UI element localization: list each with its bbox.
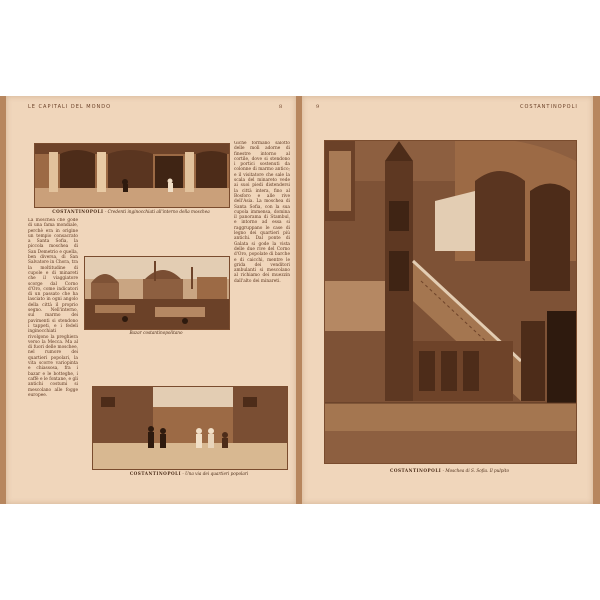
caption-pulpit-text: Moschea di S. Sofia. Il pulpito	[445, 468, 509, 473]
article-text-left-column	[28, 218, 78, 480]
bazaar-panorama-illustration	[85, 257, 229, 329]
photo-hagia-sophia-pulpit	[324, 140, 577, 464]
caption-pulpit-city: COSTANTINOPOLI	[390, 468, 442, 473]
popular-street-illustration	[93, 387, 287, 469]
caption-mosque-interior-text: Credenti inginocchiati all'interno della moschea	[107, 209, 210, 214]
photo-popular-street	[92, 386, 288, 470]
photo-bazaar-panorama	[84, 256, 230, 330]
caption-popular-street-text: Una via dei quartieri popolari	[185, 471, 249, 476]
caption-mosque-interior: COSTANTINOPOLI - Credenti inginocchiati all'interno della moschea	[52, 209, 210, 214]
caption-popular-street: COSTANTINOPOLI - Una via dei quartieri popolari	[129, 471, 249, 476]
page-number-right: 9	[316, 104, 320, 110]
running-head-left: LE CAPITALI DEL MONDO	[28, 104, 112, 110]
article-text-right-column	[234, 141, 290, 379]
hagia-sophia-pulpit-illustration	[325, 141, 576, 463]
caption-pulpit: COSTANTINOPOLI - Moschea di S. Sofia. Il pulpito	[390, 468, 509, 473]
article-paragraph-left: La moschea che gode di una fama mondiale, perchè era in origine un tempio consacrato a Santa Sofia, la piccola moschea di San Demetrio e quella, ben diversa, di San Salvatore in Chora, tra la moltitudine di cupole e di minareti che il viaggiatore scorge dal Corno d'Oro, come indicatori di un passato che ha lasciato in ogni angolo della città il proprio segno. Nell'interno, sul marmo dei pavimenti si stendono i tappeti, e i fedeli inginocchiati rivolgono la preghiera verso la Mecca. Ma al di fuori delle moschee, nel rumore dei quartieri popolari, la vita scorre variopinta e chiassosa, fra i bazar e le botteghe, i caffè e le fontane, e gli antichi costumi si mescolano alle fogge europee.	[28, 218, 78, 398]
right-page	[302, 96, 593, 504]
left-page	[6, 96, 296, 504]
caption-bazaar-panorama: Bazar costantinopolitano	[129, 330, 183, 335]
magazine-spread	[0, 96, 600, 504]
photo-mosque-interior	[34, 143, 230, 208]
running-head-right: COSTANTINOPOLI	[520, 104, 578, 110]
article-paragraph-right: Giche formano salotto delle moli adorne di finestre intorno al cortile, dove si stendono i portici sostenuti da colonne di marmo antico; e il visitatore che sale la scala del minareto vede ai suoi piedi distendersi la città intera, fino al Bosforo e alle rive dell'Asia. La moschea di Santa Sofia, con la sua cupola immensa, domina il panorama di Stambul, e intorno ad essa si raggruppano le case di legno dei quartieri più antichi. Dal ponte di Galata si gode la vista delle due rive del Corno d'Oro, popolate di barche e di caicchi, mentre le grida dei venditori ambulanti si mescolano al richiamo dei muezzin dall'alto dei minareti.	[234, 141, 290, 284]
mosque-interior-illustration	[35, 144, 229, 207]
caption-mosque-interior-city: COSTANTINOPOLI	[52, 209, 104, 214]
page-number-left: 8	[279, 104, 283, 110]
caption-popular-street-city: COSTANTINOPOLI	[129, 471, 182, 476]
